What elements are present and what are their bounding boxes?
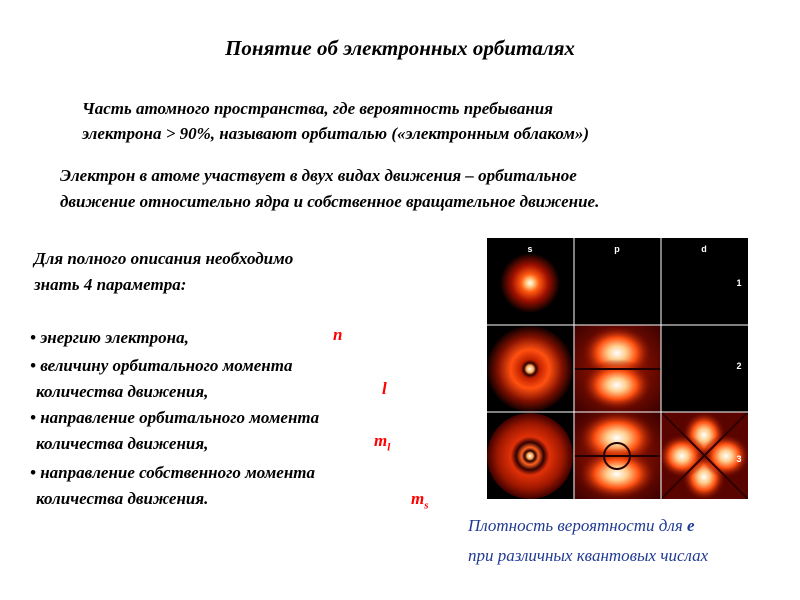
- quantum-number-ms-subscript: s: [424, 499, 429, 512]
- parameters-intro-line-1: Для полного описания необходимо: [34, 249, 294, 268]
- column-label-d: d: [701, 244, 707, 254]
- quantum-number-ms-base: m: [411, 489, 425, 508]
- parameter-orbital-momentum-magnitude-line-2: количества движения,: [36, 382, 209, 401]
- figure-caption-line-1: [468, 511, 708, 541]
- parameter-orbital-momentum-direction: [30, 405, 319, 457]
- parameter-orbital-momentum-direction-line-2: количества движения,: [36, 434, 209, 453]
- row-label-1: 1: [736, 278, 742, 288]
- electron-motion-text: [60, 163, 599, 215]
- quantum-number-ml: [374, 431, 390, 453]
- orbital-definition-line-2: электрона > 90%, называют орбиталью («электронным облаком»): [82, 124, 590, 143]
- parameter-energy: [30, 325, 189, 351]
- parameter-orbital-momentum-direction-line-1: • направление орбитального момента: [30, 408, 320, 427]
- column-label-s: s: [527, 244, 533, 254]
- quantum-number-ms: [411, 489, 429, 511]
- figure-caption-prefix: Плотность вероятности для: [468, 516, 687, 535]
- orbital-definition: [82, 96, 589, 146]
- parameter-spin-momentum-direction: [30, 460, 315, 512]
- parameters-intro: [34, 246, 293, 298]
- parameter-spin-momentum-direction-line-2: количества движения.: [36, 489, 209, 508]
- row-label-3: 3: [736, 454, 742, 464]
- quantum-number-ml-subscript: l: [387, 441, 391, 454]
- orbital-3s: [487, 413, 573, 499]
- orbital-density-figure: [487, 238, 748, 499]
- parameter-orbital-momentum-magnitude: [30, 353, 292, 405]
- figure-caption: [468, 511, 708, 571]
- quantum-number-l: l: [382, 379, 387, 398]
- orbital-2p-lower-lobe: [581, 359, 653, 411]
- row-label-2: 2: [736, 361, 742, 371]
- figure-caption-line-2: при различных квантовых числах: [468, 546, 709, 565]
- orbital-1s: [500, 253, 560, 313]
- parameter-spin-momentum-direction-line-1: • направление собственного момента: [30, 463, 315, 482]
- quantum-number-ml-base: m: [374, 431, 388, 450]
- electron-symbol: e: [686, 516, 695, 535]
- orbital-definition-line-1: Часть атомного пространства, где вероятность пребывания: [82, 99, 553, 118]
- slide-title: Понятие об электронных орбиталях: [225, 36, 575, 60]
- orbital-density-grid: [487, 238, 748, 499]
- orbital-2s: [487, 326, 573, 412]
- column-label-p: p: [614, 244, 620, 254]
- electron-motion-line-2: движение относительно ядра и собственное вращательное движение.: [60, 192, 600, 211]
- parameter-orbital-momentum-magnitude-line-1: • величину орбитального момента: [30, 356, 293, 375]
- quantum-number-n: n: [333, 325, 343, 344]
- parameters-intro-line-2: знать 4 параметра:: [34, 275, 187, 294]
- electron-motion-line-1: Электрон в атоме участвует в двух видах движения – орбитальное: [60, 166, 577, 185]
- parameter-energy-text: • энергию электрона,: [30, 328, 189, 347]
